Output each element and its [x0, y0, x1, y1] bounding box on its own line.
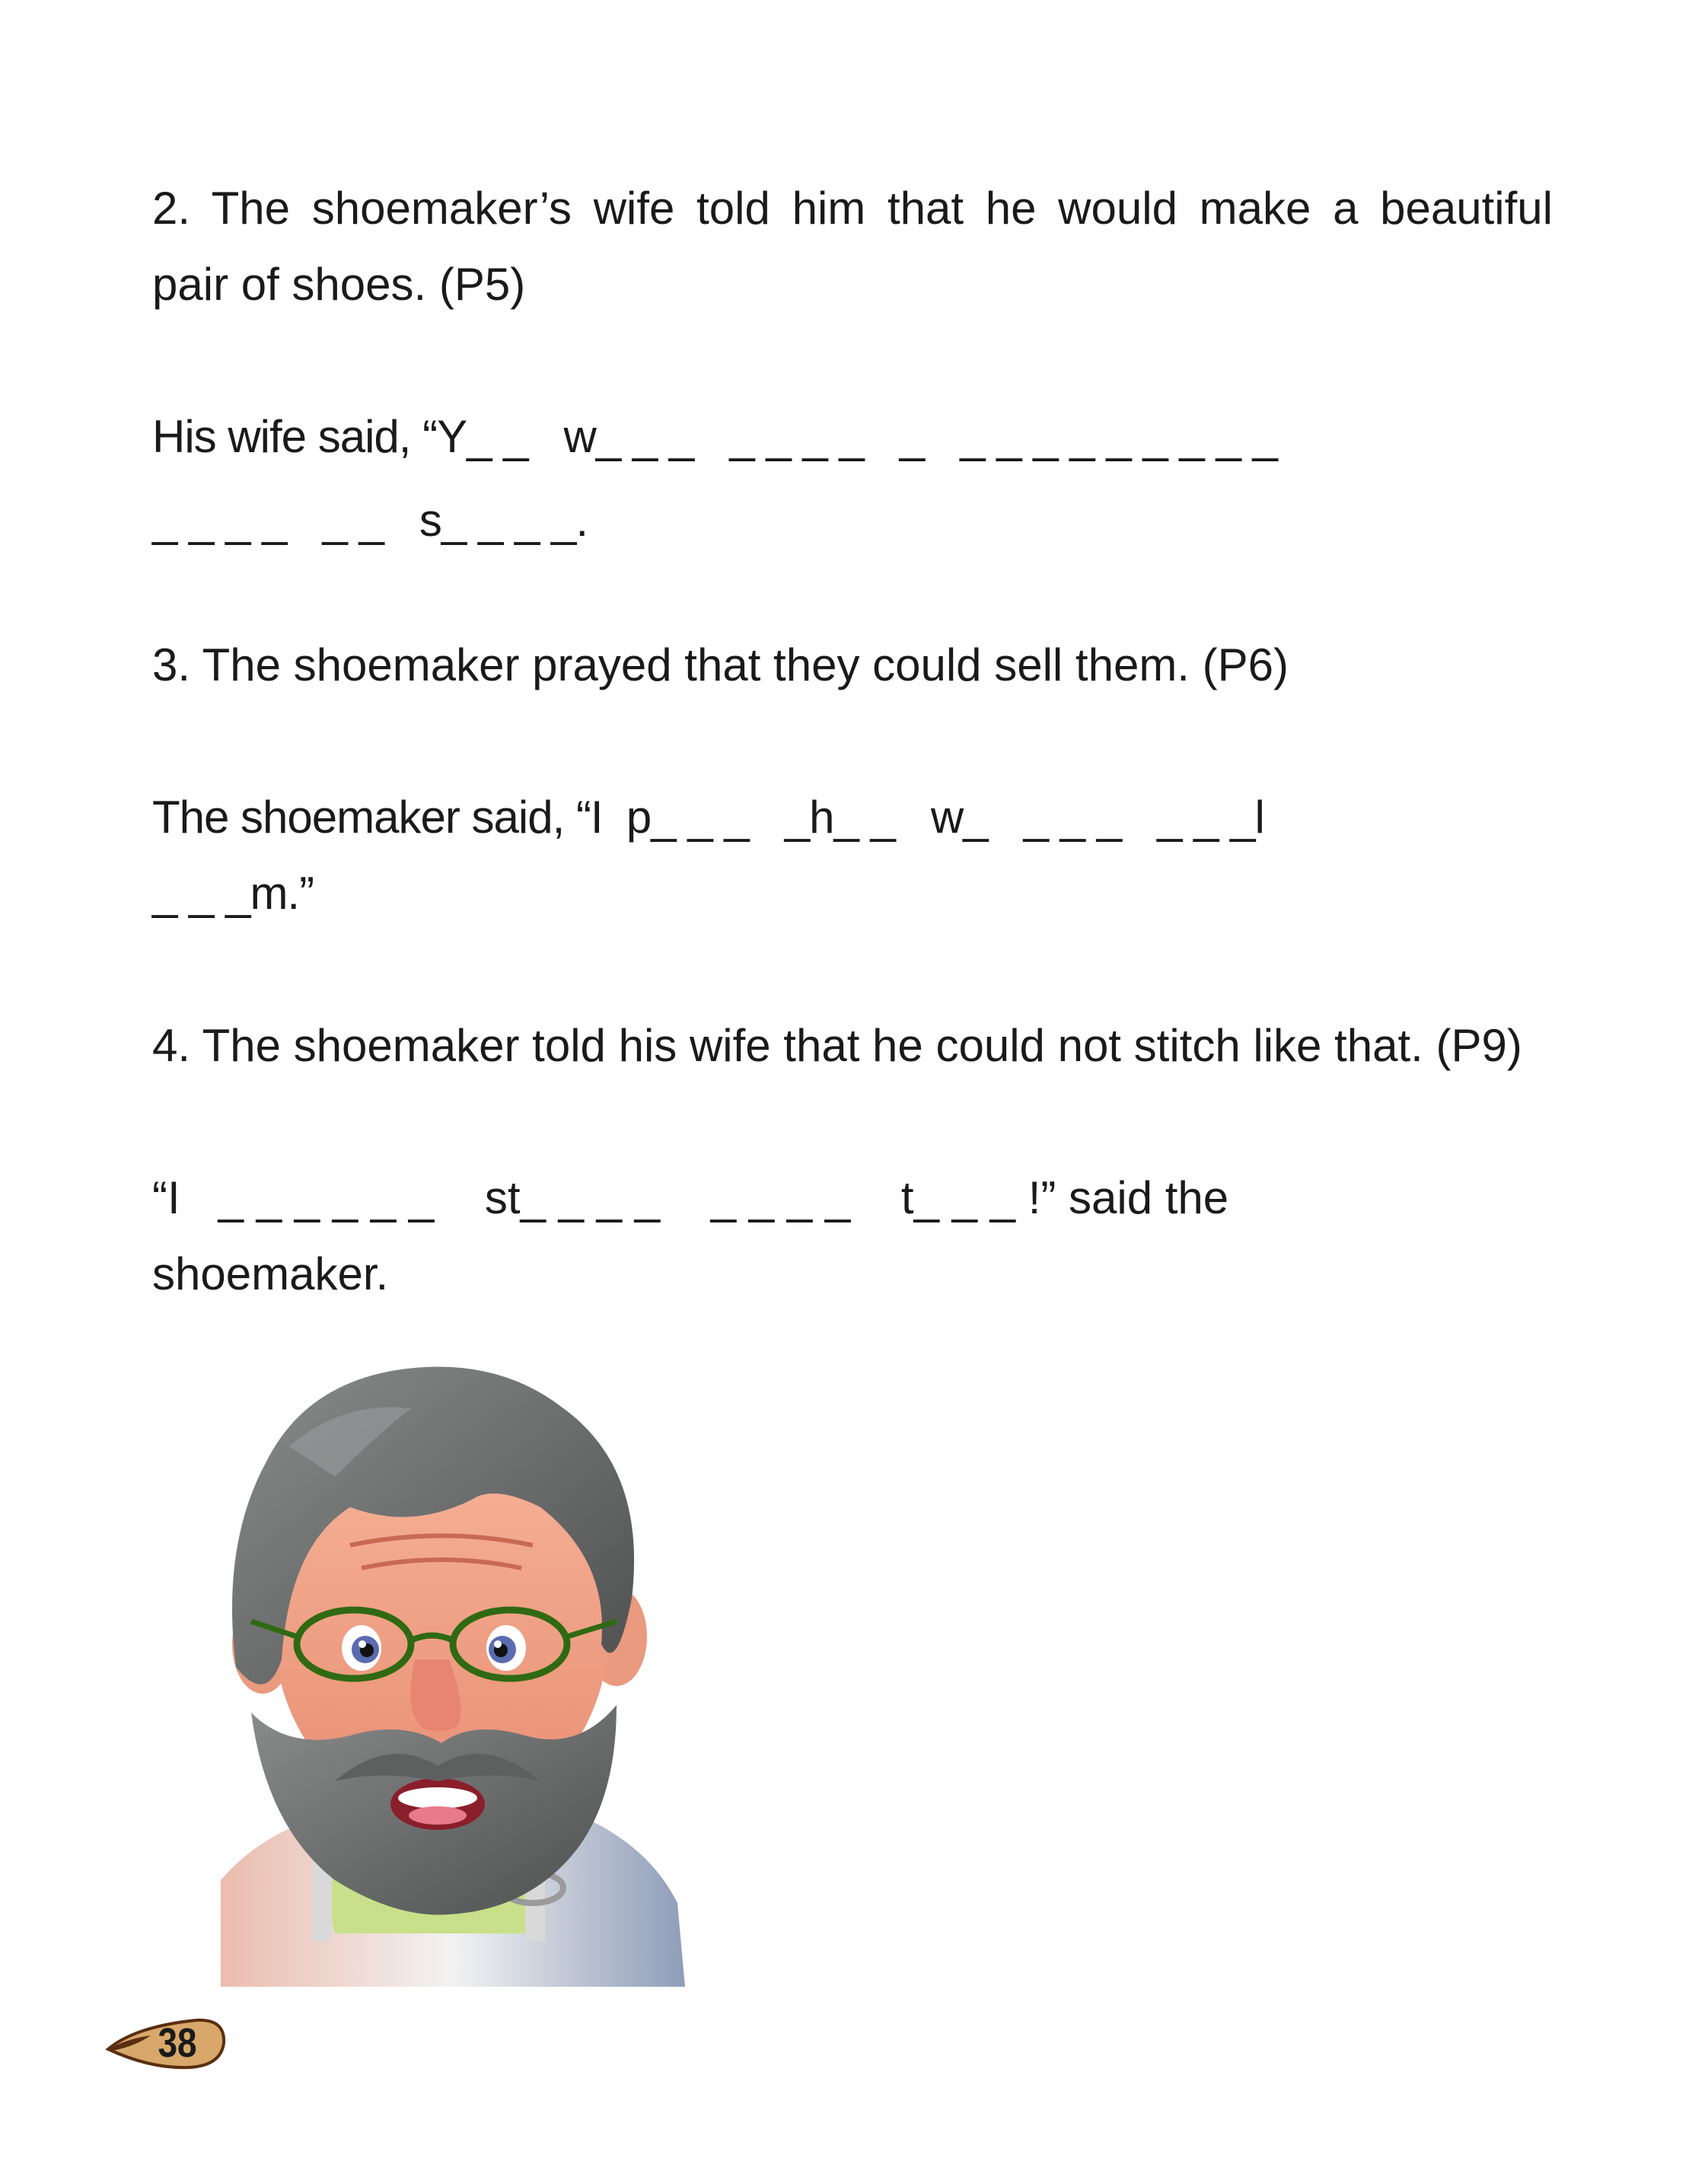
q4-prompt-line1	[152, 1008, 1553, 1084]
page-number: 38	[158, 2020, 197, 2066]
q4-answer-text1: “I _ _ _ _ _ _ st_ _ _ _ _ _ _ _ t_ _ _ !” said the	[152, 1172, 1229, 1223]
shoemaker-illustration	[221, 1355, 693, 1987]
q2-answer-line1	[152, 399, 1553, 475]
q3-answer-line2	[152, 856, 1553, 932]
q3-answer-text2: _ _ _m.”	[152, 868, 314, 919]
q2-prompt-line2	[152, 247, 1553, 323]
q4-prompt-text1: 4. The shoemaker told his wife that he could not stitch like that. (P9)	[152, 1020, 1522, 1071]
q2-answer-text2: _ _ _ _ _ _ s_ _ _ _.	[152, 495, 588, 546]
q2-answer-line2	[152, 483, 1553, 559]
q4-answer-text2: shoemaker.	[152, 1248, 389, 1299]
q3-prompt-text1: 3. The shoemaker prayed that they could sell them. (P6)	[152, 639, 1289, 690]
q3-answer-line1	[152, 779, 1553, 856]
q3-prompt-line1	[152, 627, 1553, 703]
q4-answer-line2	[152, 1236, 1553, 1312]
q2-answer-text1: His wife said, “Y_ _ w_ _ _ _ _ _ _ _ _ _ _ _ _ _ _ _ _	[152, 411, 1277, 462]
q2-prompt-text2: pair of shoes. (P5)	[152, 259, 526, 310]
q3-answer-text1: The shoemaker said, “I p_ _ _ _h_ _ w_ _ _ _ _ _ _l	[152, 792, 1264, 843]
q2-prompt-text1: 2. The shoemaker’s wife told him that he would make a beautiful	[152, 183, 1553, 234]
q2-prompt-line1	[152, 171, 1553, 247]
q4-answer-line1	[152, 1160, 1553, 1236]
